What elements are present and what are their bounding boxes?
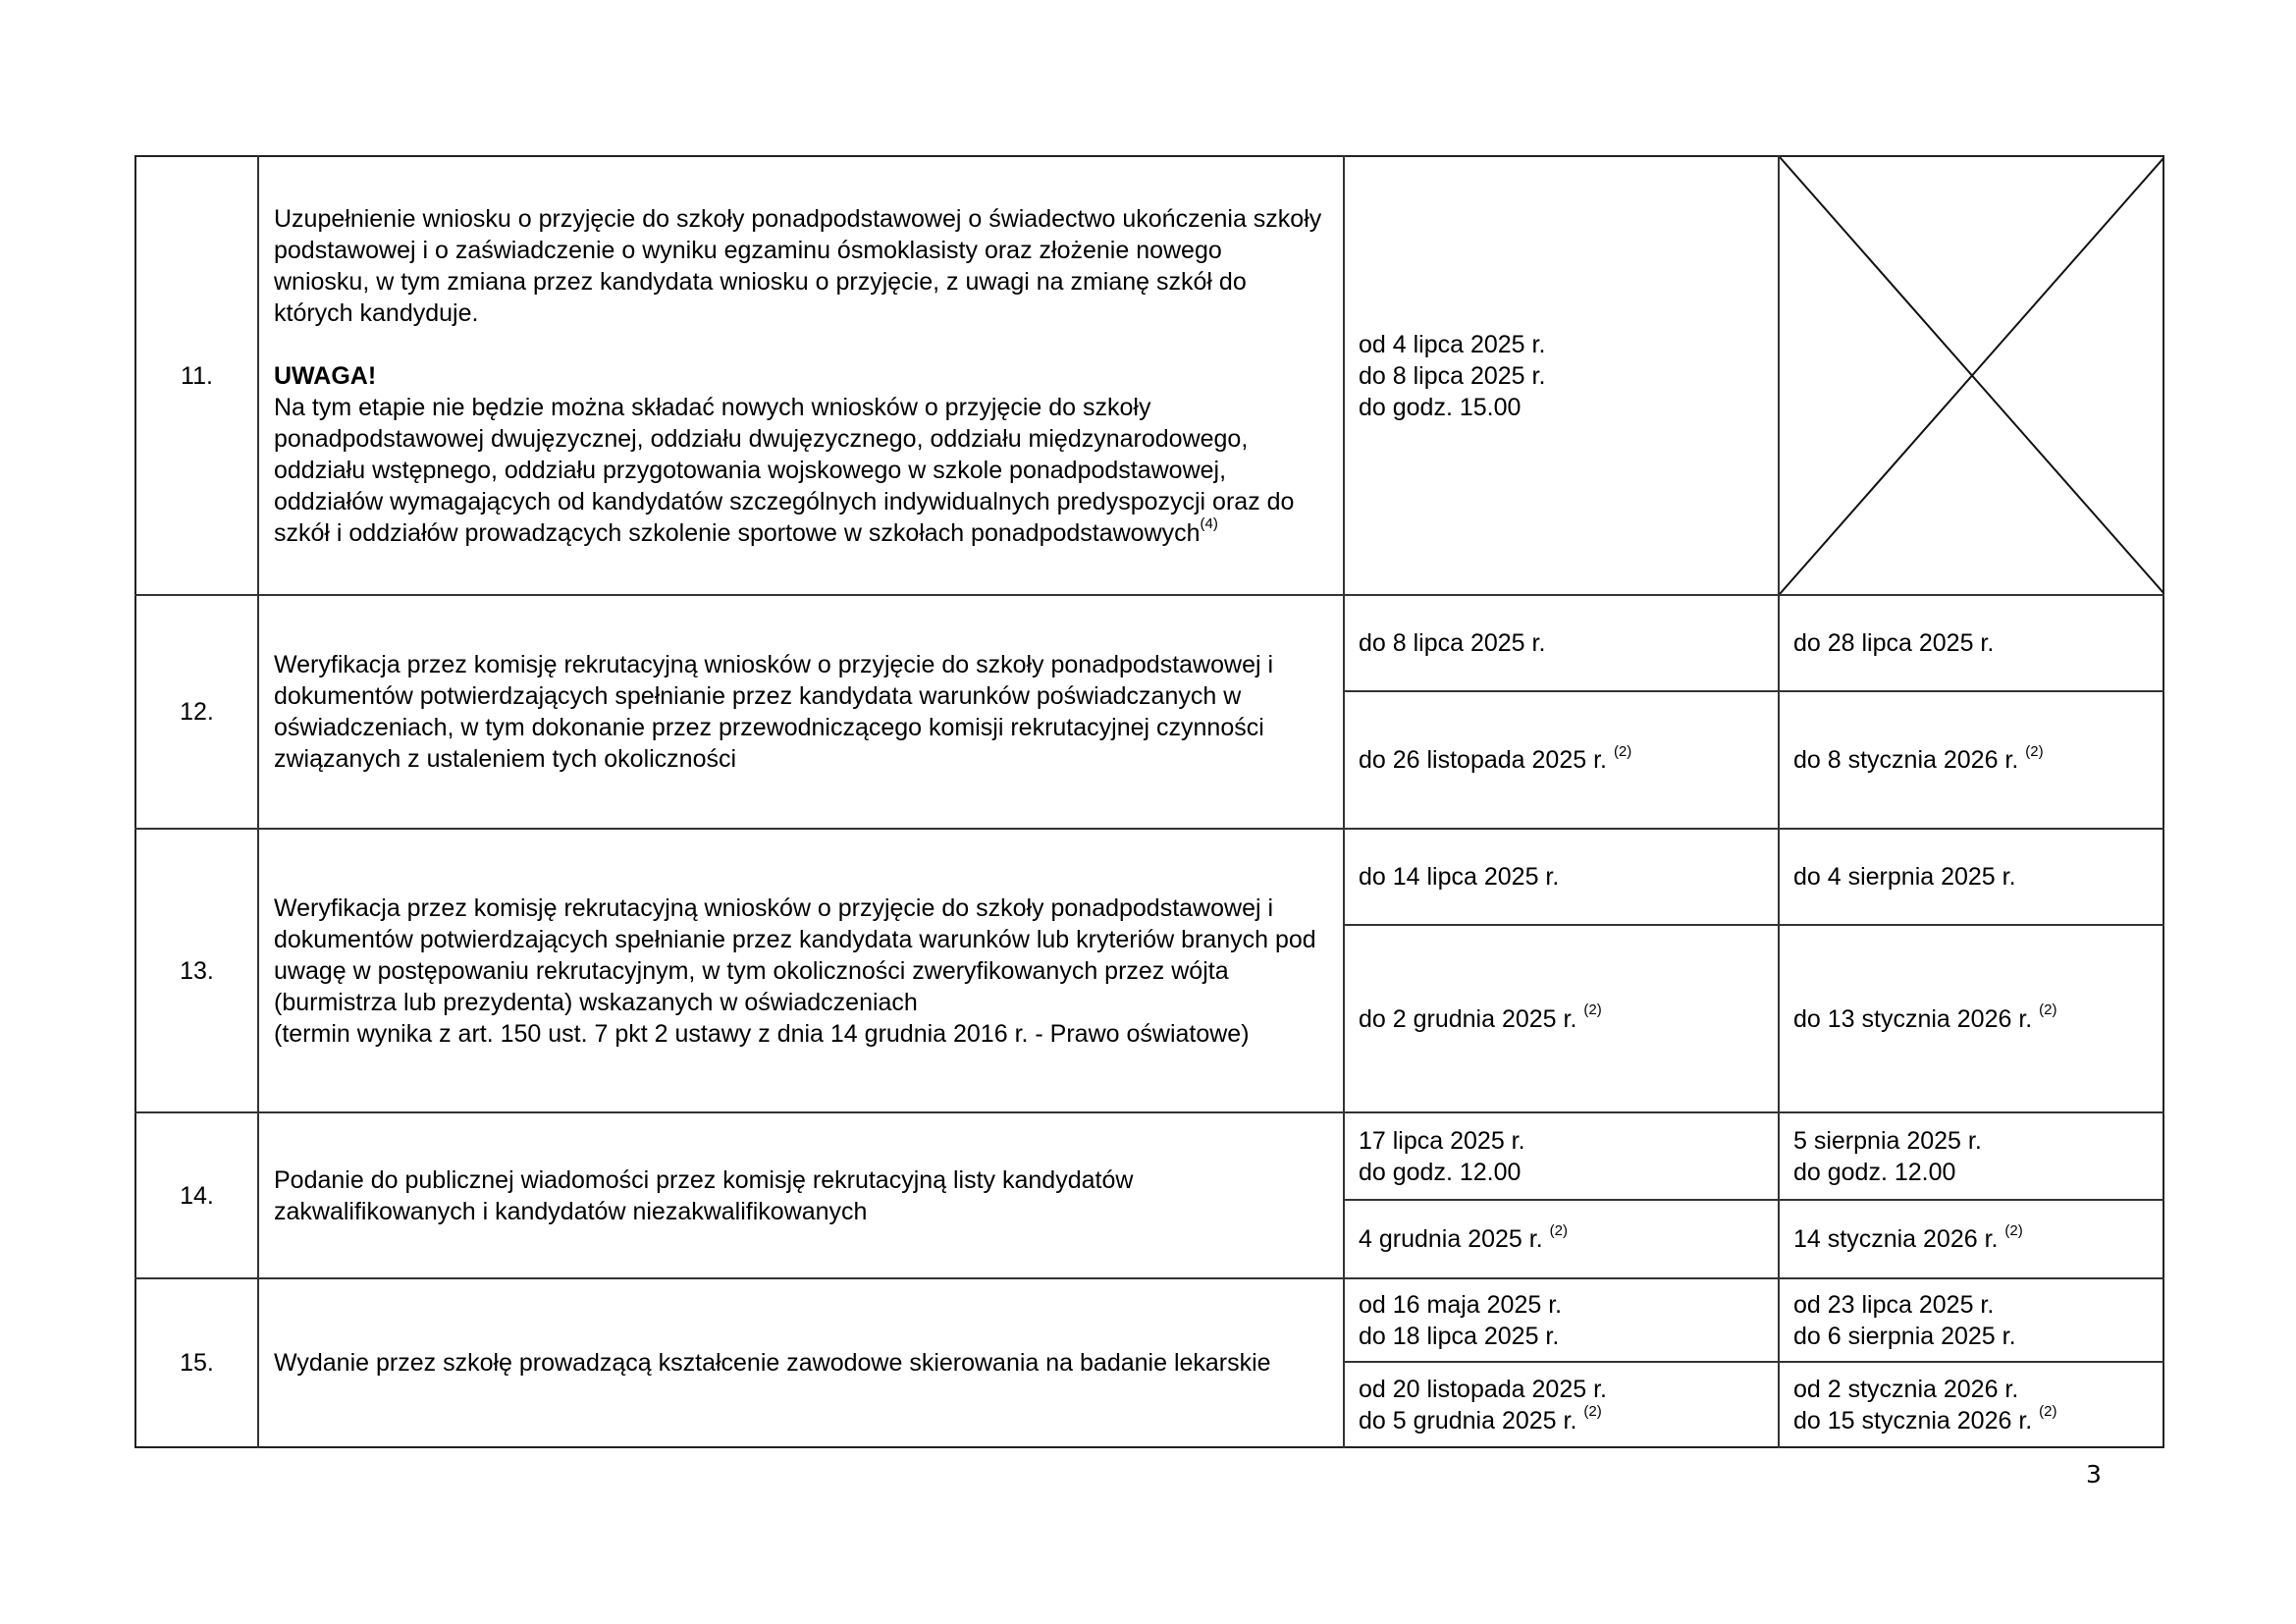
row-description [259, 596, 1343, 828]
main-term-cell [1345, 692, 1778, 828]
description-text: Wydanie przez szkołę prowadzącą kształcenie zawodowe skierowania na badanie lekarskie [274, 1349, 1271, 1377]
term-line: od 20 listopada 2025 r. [1359, 1375, 1607, 1403]
term-text: do 8 stycznia 2026 r. [1793, 746, 2019, 774]
supplementary-term-cell [1780, 1201, 2164, 1277]
supplementary-term-cell [1780, 596, 2164, 690]
row-number-text: 11. [181, 361, 213, 390]
main-term-cell [1345, 1279, 1778, 1361]
crossed-out-cell-icon [1780, 157, 2164, 594]
footnote-marker: (2) [2039, 1403, 2057, 1421]
term-line: do 14 lipca 2025 r. [1359, 863, 1560, 891]
term-line: do godz. 15.00 [1359, 393, 1522, 421]
main-term-cell [1345, 157, 1778, 594]
term-text: do 15 stycznia 2026 r. [1793, 1406, 2033, 1435]
main-term-cell [1345, 830, 1778, 924]
description-text: Podanie do publicznej wiadomości przez komisję rekrutacyjną listy kandydatów zakwalifikowanych i kandydatów niezakwalifikowanych [274, 1165, 1134, 1225]
term-line: od 23 lipca 2025 r. [1793, 1290, 1995, 1319]
term-line [1359, 1223, 1778, 1255]
term-text: 4 grudnia 2025 r. [1359, 1225, 1543, 1253]
term-line: 5 sierpnia 2025 r. [1793, 1126, 1982, 1155]
warning-text: Na tym etapie nie będzie można składać nowych wniosków o przyjęcie do szkoły ponadpodstawowej dwujęzycznej, oddziału dwujęzycznego, oddziału międzynarodowego, oddziału wstępnego, oddziału przygotowania wojskowego w szkole ponadpodstawowej, oddziałów wymagających od kandydatów szczególnych indywidualnych predyspozycji oraz do szkół i oddziałów prowadzących szkolenie sportowe w szkołach ponadpodstawowych [274, 393, 1295, 547]
footnote-marker: (2) [1549, 1221, 1568, 1239]
term-line [1793, 744, 2164, 776]
footnote-marker: (2) [1583, 1403, 1602, 1421]
main-term-cell [1345, 1201, 1778, 1277]
row-number [136, 596, 257, 828]
row-number [136, 1113, 257, 1277]
warning-label: UWAGA! [274, 361, 377, 390]
warning-paragraph [274, 392, 1323, 549]
description-note: (termin wynika z art. 150 ust. 7 pkt 2 ustawy z dnia 14 grudnia 2016 r. - Prawo oświatowe) [274, 1019, 1250, 1048]
main-term-cell [1345, 926, 1778, 1111]
term-line: do 18 lipca 2025 r. [1359, 1322, 1560, 1350]
term-line [1359, 1405, 1778, 1436]
term-line: do 8 lipca 2025 r. [1359, 361, 1546, 390]
term-line: do godz. 12.00 [1793, 1158, 1956, 1186]
row-description [259, 1279, 1343, 1446]
page-number: 3 [2086, 1460, 2102, 1489]
supplementary-term-cell [1780, 1363, 2164, 1446]
term-text: 14 stycznia 2026 r. [1793, 1225, 1999, 1253]
term-text: do 26 listopada 2025 r. [1359, 746, 1607, 774]
term-line: do 8 lipca 2025 r. [1359, 629, 1546, 657]
term-text: do 13 stycznia 2026 r. [1793, 1004, 2033, 1033]
description-text: Weryfikacja przez komisję rekrutacyjną wniosków o przyjęcie do szkoły ponadpodstawowej i dokumentów potwierdzających spełnianie przez kandydata warunków poświadczanych w oświadczeniach, w tym dokonanie przez przewodniczącego komisji rekrutacyjnej czynności związanych z ustaleniem tych okoliczności [274, 651, 1274, 773]
row-number [136, 830, 257, 1111]
term-line [1793, 1405, 2164, 1436]
supplementary-term-cell [1780, 1279, 2164, 1361]
row-number-text: 13. [180, 956, 214, 985]
footnote-marker: (2) [1583, 1001, 1602, 1019]
row-number-text: 14. [180, 1181, 214, 1210]
term-line: od 2 stycznia 2026 r. [1793, 1375, 2019, 1403]
main-term-cell [1345, 1113, 1778, 1199]
term-line [1359, 744, 1778, 776]
row-description [259, 1113, 1343, 1277]
footnote-marker: (4) [1200, 515, 1218, 533]
term-line: do 4 sierpnia 2025 r. [1793, 863, 2016, 891]
description-text: Weryfikacja przez komisję rekrutacyjną wniosków o przyjęcie do szkoły ponadpodstawowej i dokumentów potwierdzających spełnianie przez kandydata warunków lub kryteriów branych pod uwagę w postępowaniu rekrutacyjnym, w tym okoliczności zweryfikowanych przez wójta (burmistrza lub prezydenta) wskazanych w oświadczeniach [274, 893, 1316, 1016]
term-line: 17 lipca 2025 r. [1359, 1126, 1525, 1155]
term-line [1793, 1003, 2164, 1035]
supplementary-term-cell [1780, 692, 2164, 828]
main-term-cell [1345, 1363, 1778, 1446]
row-number-text: 12. [180, 698, 214, 726]
term-line [1793, 1223, 2164, 1255]
footnote-marker: (2) [2025, 742, 2044, 760]
row-description [259, 157, 1343, 594]
supplementary-term-cell [1780, 926, 2164, 1111]
term-line [1359, 1003, 1778, 1035]
row-number [136, 157, 257, 594]
footnote-marker: (2) [1613, 742, 1632, 760]
term-text: do 5 grudnia 2025 r. [1359, 1406, 1577, 1435]
supplementary-term-cell [1780, 1113, 2164, 1199]
main-term-cell [1345, 596, 1778, 690]
term-line: od 16 maja 2025 r. [1359, 1290, 1563, 1319]
supplementary-term-cell [1780, 830, 2164, 924]
row-number-text: 15. [180, 1349, 214, 1377]
row-description [259, 830, 1343, 1111]
footnote-marker: (2) [2004, 1221, 2023, 1239]
footnote-marker: (2) [2039, 1001, 2057, 1019]
term-line: od 4 lipca 2025 r. [1359, 330, 1546, 358]
term-line: do 28 lipca 2025 r. [1793, 629, 1995, 657]
term-line: do 6 sierpnia 2025 r. [1793, 1322, 2016, 1350]
row-number [136, 1279, 257, 1446]
description-text: Uzupełnienie wniosku o przyjęcie do szkoły ponadpodstawowej o świadectwo ukończenia szkoły podstawowej i o zaświadczenie o wyniku egzaminu ósmoklasisty oraz złożenie nowego wniosku, w tym zmiana przez kandydata wniosku o przyjęcie, z uwagi na zmianę szkół do których kandyduje. [274, 204, 1322, 327]
term-line: do godz. 12.00 [1359, 1158, 1522, 1186]
term-text: do 2 grudnia 2025 r. [1359, 1004, 1577, 1033]
